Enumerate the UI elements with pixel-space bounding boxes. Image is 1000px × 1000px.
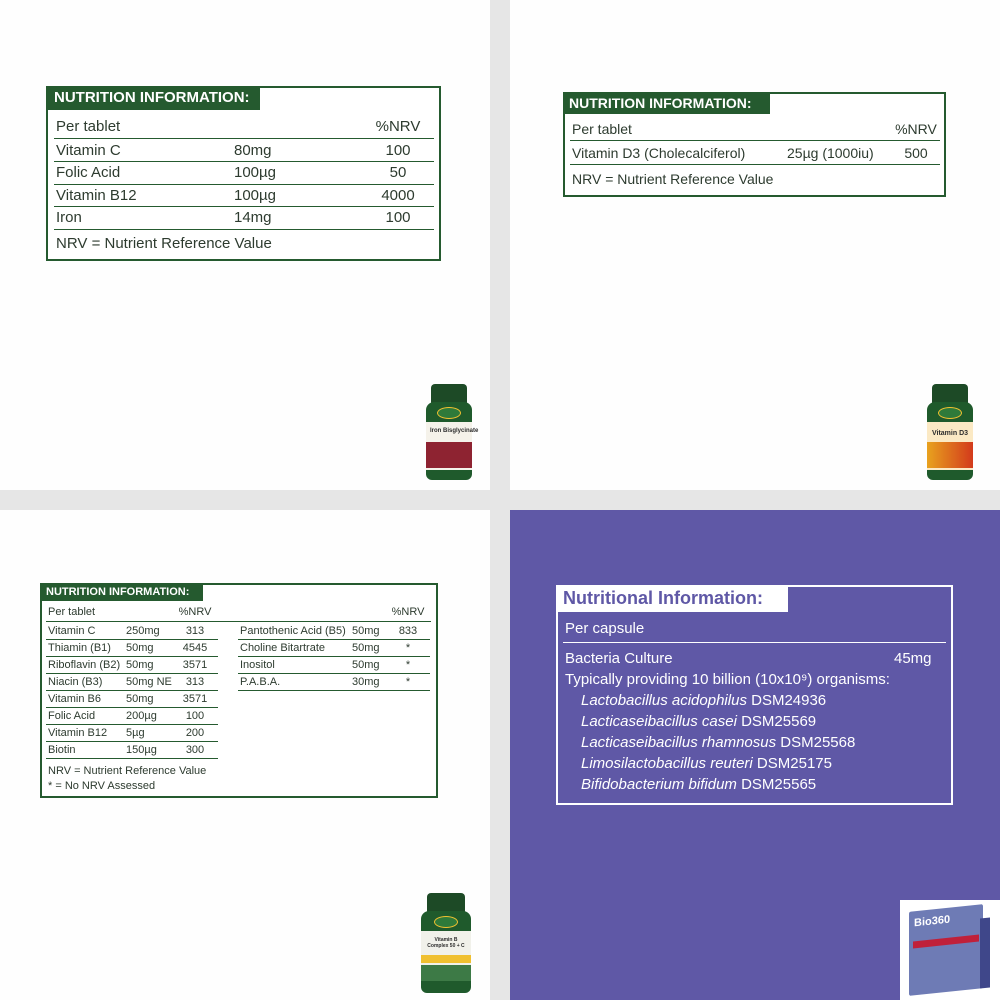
bottle-label <box>421 931 471 981</box>
nutrition-table <box>46 86 441 261</box>
nutrient-amount: 150µg <box>126 744 157 756</box>
nrv-header-right: %NRV <box>391 606 425 618</box>
label-band <box>927 442 973 468</box>
nutrient-amount: 50mg <box>126 693 154 705</box>
nutrient-nrv: 4545 <box>182 642 208 654</box>
footnote: NRV = Nutrient Reference Value <box>56 235 272 252</box>
panel-vitamin-b-complex <box>0 510 490 1000</box>
row-divider <box>238 690 430 691</box>
nutrient-amount: 100µg <box>234 187 277 204</box>
nutrient-amount: 30mg <box>352 676 380 688</box>
nutrient-nrv: 313 <box>185 676 205 688</box>
pack-side <box>980 917 990 988</box>
strain-item: Lacticaseibacillus casei DSM25569 <box>581 713 817 730</box>
nutrient-nrv: 100 <box>185 710 205 722</box>
row-divider <box>54 229 434 230</box>
nutrient-amount: 5µg <box>126 727 145 739</box>
nutrient-amount: 50mg <box>352 642 380 654</box>
row-divider <box>238 639 430 640</box>
row-divider <box>54 138 434 139</box>
bottle-body <box>927 402 973 480</box>
panel-bio360-probiotic <box>510 510 1000 1000</box>
nutrient-amount: 50mg <box>126 642 154 654</box>
bottle-cap <box>431 384 467 404</box>
row-divider <box>563 642 946 643</box>
nutrient-nrv: 50 <box>389 164 407 181</box>
product-bottle <box>927 384 973 480</box>
footnote: NRV = Nutrient Reference Value <box>572 171 774 187</box>
strain-item: Limosilactobacillus reuteri DSM25175 <box>581 755 832 772</box>
nutrient-name: Niacin (B3) <box>48 676 103 688</box>
row-divider <box>46 707 218 708</box>
nutrient-name: P.A.B.A. <box>240 676 281 688</box>
product-box-image <box>900 900 1000 1000</box>
nutrient-name: Vitamin B12 <box>56 187 137 204</box>
nutrient-nrv: 833 <box>398 625 418 637</box>
row-divider <box>570 164 940 165</box>
panel-iron-bisglycinate <box>0 0 490 490</box>
row-divider <box>570 140 940 141</box>
bottle-cap <box>427 893 465 913</box>
product-bottle <box>421 893 471 993</box>
nutrient-nrv: 3571 <box>182 693 208 705</box>
panel-vitamin-d3 <box>510 0 1000 490</box>
nutrient-nrv: 200 <box>185 727 205 739</box>
product-pack <box>909 904 983 996</box>
footnote-asterisk: * = No NRV Assessed <box>48 780 156 792</box>
nutrition-table <box>40 583 438 798</box>
per-label: Per tablet <box>48 606 96 618</box>
culture-amount: 45mg <box>894 650 932 667</box>
nutrient-amount: 50mg <box>126 659 154 671</box>
product-logo: Bio360 <box>914 913 951 930</box>
row-divider <box>238 673 430 674</box>
nutrient-name: Vitamin B12 <box>48 727 108 739</box>
label-band <box>421 955 471 963</box>
nutrient-nrv: 100 <box>385 142 411 159</box>
pack-red-band <box>913 935 979 949</box>
row-divider <box>46 621 431 622</box>
nutrient-name: Biotin <box>48 744 76 756</box>
row-divider <box>238 656 430 657</box>
row-divider <box>46 724 218 725</box>
nutrient-nrv: 100 <box>385 209 411 226</box>
bottle-body <box>426 402 479 480</box>
nutrient-name: Riboflavin (B2) <box>48 659 121 671</box>
row-divider <box>46 690 218 691</box>
brand-badge <box>434 916 458 928</box>
nutrient-name: Choline Bitartrate <box>240 642 325 654</box>
row-divider <box>54 184 434 185</box>
row-divider <box>54 161 434 162</box>
nutrient-nrv: 313 <box>185 625 205 637</box>
row-divider <box>46 656 218 657</box>
nrv-header: %NRV <box>895 121 937 137</box>
nutrient-nrv: 500 <box>904 145 928 161</box>
nutrient-amount: 50mg <box>352 625 380 637</box>
nutrient-amount: 250mg <box>126 625 160 637</box>
bottle-label <box>927 422 973 470</box>
table-title: NUTRITION INFORMATION: <box>563 92 770 114</box>
row-divider <box>46 741 218 742</box>
nutrient-name: Inositol <box>240 659 275 671</box>
nutrient-nrv: * <box>405 642 411 654</box>
nutrient-amount: 200µg <box>126 710 157 722</box>
nutrient-nrv: 4000 <box>381 187 415 204</box>
label-band <box>426 442 472 468</box>
nutrient-name: Pantothenic Acid (B5) <box>240 625 346 637</box>
strain-item: Lactobacillus acidophilus DSM24936 <box>581 692 827 709</box>
nutrition-table <box>563 92 946 197</box>
label-band-lower <box>421 965 471 981</box>
nutrient-amount: 100µg <box>234 164 277 181</box>
nutrient-name: Iron <box>56 209 82 226</box>
strain-item: Bifidobacterium bifidum DSM25565 <box>581 776 817 793</box>
nutrient-amount: 50mg NE <box>126 676 172 688</box>
nrv-header: %NRV <box>375 118 421 135</box>
nutrient-name: Vitamin B6 <box>48 693 101 705</box>
organisms-text: Typically providing 10 billion (10x10⁹) organisms: <box>565 671 890 688</box>
per-label: Per tablet <box>56 118 121 135</box>
table-title: Nutritional Information: <box>556 585 788 612</box>
nutrient-nrv: 3571 <box>182 659 208 671</box>
nutrient-amount: 25µg (1000iu) <box>787 145 874 161</box>
nutrient-amount: 14mg <box>234 209 272 226</box>
nutrient-nrv: * <box>405 659 411 671</box>
nrv-header: %NRV <box>178 606 212 618</box>
nutrient-name: Vitamin C <box>48 625 96 637</box>
nutrient-name: Folic Acid <box>48 710 96 722</box>
nutrient-amount: 50mg <box>352 659 380 671</box>
row-divider <box>46 673 218 674</box>
table-title: NUTRITION INFORMATION: <box>40 583 203 601</box>
row-divider <box>54 206 434 207</box>
nutrient-amount: 80mg <box>234 142 272 159</box>
product-name: Vitamin D3 <box>931 430 969 437</box>
bottle-label <box>426 422 479 470</box>
strain-item: Lacticaseibacillus rhamnosus DSM25568 <box>581 734 856 751</box>
table-title: NUTRITION INFORMATION: <box>46 86 260 110</box>
nutrient-nrv: * <box>405 676 411 688</box>
nutrient-nrv: 300 <box>185 744 205 756</box>
nutrient-name: Thiamin (B1) <box>48 642 111 654</box>
per-label: Per capsule <box>565 620 645 637</box>
row-divider <box>46 758 218 759</box>
row-divider <box>46 639 218 640</box>
nutrient-name: Vitamin D3 (Cholecalciferol) <box>572 145 746 161</box>
per-label: Per tablet <box>572 121 632 137</box>
brand-badge <box>938 407 962 419</box>
product-bottle <box>426 384 479 480</box>
product-name: Iron Bisglycinate <box>430 428 479 434</box>
bottle-body <box>421 911 471 993</box>
brand-badge <box>437 407 461 419</box>
bottle-cap <box>932 384 968 404</box>
nutrition-table <box>556 585 953 805</box>
footnote: NRV = Nutrient Reference Value <box>48 765 207 777</box>
nutrient-name: Vitamin C <box>56 142 121 159</box>
nutrient-name: Folic Acid <box>56 164 121 181</box>
culture-label: Bacteria Culture <box>565 650 673 667</box>
product-name: Vitamin B Complex 50 + C <box>427 937 465 949</box>
